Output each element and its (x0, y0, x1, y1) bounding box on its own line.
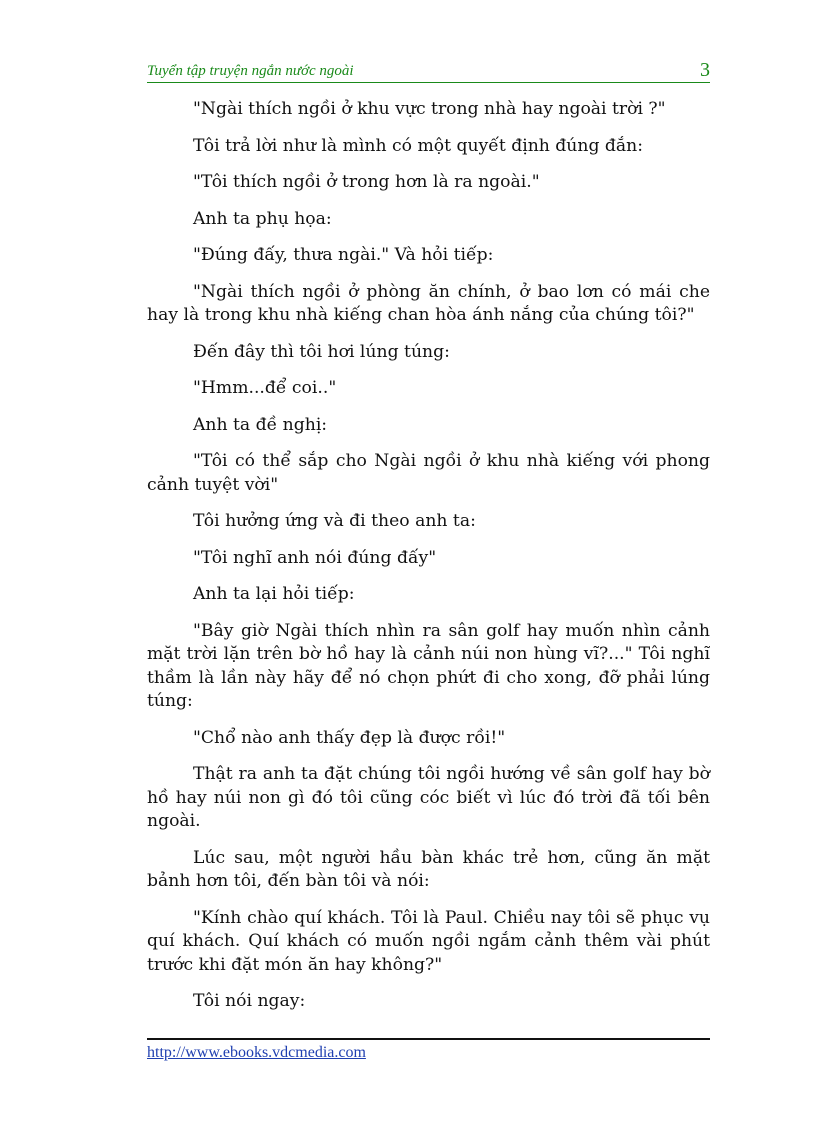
body-text (147, 98, 710, 1027)
paragraph: "Bây giờ Ngài thích nhìn ra sân golf hay muốn nhìn cảnh mặt trời lặn trên bờ hồ hay là cảnh núi non hùng vĩ?..." Tôi nghĩ thầm là lần này hãy để nó chọn phứt đi cho xong, đỡ phải lúng túng: (147, 620, 710, 711)
paragraph: Anh ta đề nghị: (193, 414, 328, 435)
paragraph: "Tôi có thể sắp cho Ngài ngồi ở khu nhà kiếng với phong cảnh tuyệt vời" (147, 451, 710, 495)
paragraph: "Hmm...để coi.." (193, 378, 337, 398)
paragraph: "Tôi thích ngồi ở trong hơn là ra ngoài." (193, 172, 540, 192)
book-title: Tuyển tập truyện ngắn nước ngoài (147, 63, 354, 79)
paragraph: "Tôi nghĩ anh nói đúng đấy" (193, 547, 437, 568)
paragraph: Tôi trả lời như là mình có một quyết định đúng đắn: (193, 135, 644, 156)
page-number: 3 (700, 59, 710, 81)
paragraph: "Chổ nào anh thấy đẹp là được rồi!" (193, 727, 506, 748)
paragraph: "Ngài thích ngồi ở phòng ăn chính, ở bao lơn có mái che hay là trong khu nhà kiếng chan hòa ánh nắng của chúng tôi?" (147, 281, 710, 325)
paragraph: Thật ra anh ta đặt chúng tôi ngồi hướng về sân golf hay bờ hồ hay núi non gì đó tôi cũng cóc biết vì lúc đó trời đã tối bên ngoài. (147, 764, 710, 831)
paragraph: "Ngài thích ngồi ở khu vực trong nhà hay ngoài trời ?" (193, 99, 666, 119)
paragraph: "Đúng đấy, thưa ngài." Và hỏi tiếp: (193, 245, 494, 265)
running-header (147, 60, 710, 83)
paragraph: Anh ta lại hỏi tiếp: (193, 584, 355, 604)
paragraph: Lúc sau, một người hầu bàn khác trẻ hơn, cũng ăn mặt bảnh hơn tôi, đến bàn tôi và nói: (147, 847, 710, 891)
paragraph: Tôi hưởng ứng và đi theo anh ta: (193, 511, 476, 531)
paragraph: Tôi nói ngay: (193, 991, 306, 1011)
footer-divider (147, 1038, 710, 1040)
paragraph: "Kính chào quí khách. Tôi là Paul. Chiều nay tôi sẽ phục vụ quí khách. Quí khách có muốn ngồi ngắm cảnh thêm vài phút trước khi đặt món ăn hay không?" (147, 907, 710, 975)
paragraph: Anh ta phụ họa: (193, 208, 332, 229)
footer-website-link[interactable]: http://www.ebooks.vdcmedia.com (147, 1044, 366, 1061)
paragraph: Đến đây thì tôi hơi lúng túng: (193, 341, 450, 362)
